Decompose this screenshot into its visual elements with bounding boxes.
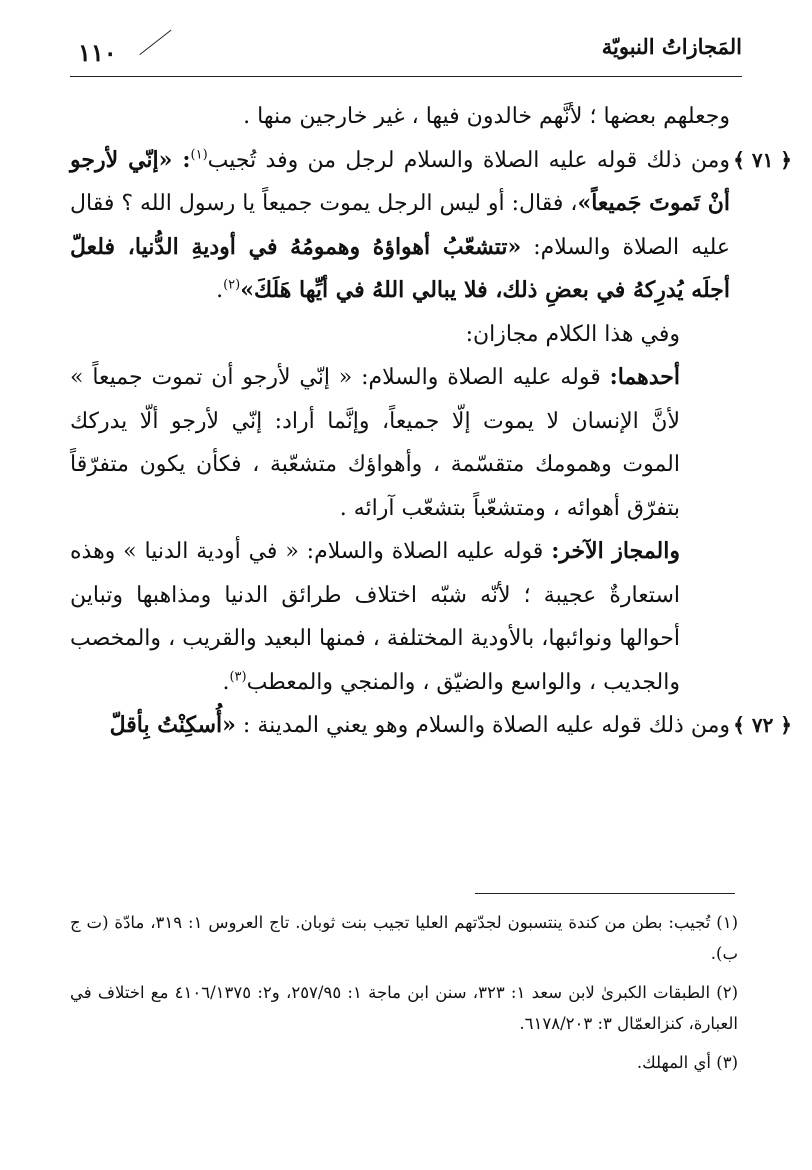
footnote-ref-3[interactable]: (٣) <box>229 669 247 685</box>
footnote-separator <box>475 893 735 894</box>
book-title: المَجازاتُ النبويّة <box>601 34 742 59</box>
footnote-2: (٢) الطبقات الكبرىٰ لابن سعد ١: ٣٢٣، سنن ابن ماجة ١: ٢٥٧/٩٥، و٢: ٤١٠٦/١٣٧٥ مع اختلاف في العبارة، كنزالعمّال ٣: ٦١٧٨/٢٠٣. <box>70 983 739 1033</box>
paragraph-second-metaphor: والمجاز الآخر: قوله عليه الصلاة والسلام: « في أودية الدنيا » وهذه استعارةٌ عجيبة ؛ لأنّه شبّه اختلاف طرائق الدنيا ومذاهبها وتباين أحوالها ونوائبها، بالأودية المختلفة ، فمنها البعيد والقريب ، والمخصب والجديب ، والواسع والضيّق ، والمنجي والمعطب$^{(٣)}$. <box>70 538 680 695</box>
hadith-quote-3: «أُسكِنْتُ بِأقلّ <box>109 712 236 738</box>
hadith-number-71: ﴿ ٧١ ﴾ <box>733 147 792 172</box>
paragraph-continuation: وجعلهم بعضها ؛ لأنَّهم خالدون فيها ، غير خارجين منها . <box>243 104 730 129</box>
hadith-quote-2: «تتشعّبُ أهواؤهُ وهمومُهُ في أوديةِ الدُّنيا، فلعلّ أجلَه يُدرِكهُ في بعضِ ذلك، فلا يبالي اللهُ في أيِّها هَلَكَ» <box>70 233 730 303</box>
header-rule <box>70 76 742 77</box>
header-slant-line <box>139 30 171 55</box>
footnote-1: (١) تُجيب: بطن من كندة ينتسبون لجدّتهم العليا تجيب بنت ثوبان. تاج العروس ١: ٣١٩، مادّة (ت ج ب). <box>70 913 738 963</box>
hadith-number-72: ﴿ ٧٢ ﴾ <box>733 713 792 737</box>
footnote-ref-1[interactable]: (١) <box>190 147 208 163</box>
first-metaphor-label: أحدهما: <box>609 364 681 390</box>
footnotes <box>70 907 738 1086</box>
footnote-3: (٣) أي المهلك. <box>636 1053 738 1072</box>
hadith-quote: : «إنّي لأرجو أنْ تَموتَ جَميعاً» <box>70 146 730 216</box>
paragraph-two-metaphors: وفي هذا الكلام مجازان: <box>465 321 680 347</box>
paragraph-71: ﴿ ٧١ ﴾ ومن ذلك قوله عليه الصلاة والسلام لرجل من وفد تُجيب$^{(١)}$: «إنّي لأرجو أنْ تَموتَ جَميعاً»، فقال: أو ليس الرجل يموت جميعاً يا رسول الله ؟ فقال عليه الصلاة والسلام: «تتشعّبُ أهواؤهُ وهمومُهُ في أوديةِ الدُّنيا، فلعلّ أجلَه يُدرِكهُ في بعضِ ذلك، فلا يبالي اللهُ في أيِّها هَلَكَ»$^{(٢)}$. <box>70 139 730 313</box>
second-metaphor-label: والمجاز الآخر: <box>551 538 680 564</box>
footnote-ref-2[interactable]: (٢) <box>223 277 241 293</box>
paragraph-first-metaphor: أحدهما: قوله عليه الصلاة والسلام: « إنّي لأرجو أن تموت جميعاً » لأنَّ الإنسان لا يموت إلّا جميعاً، وإنَّما أراد: إنّي لأرجو ألّا يدركك الموت وهمومك متقسّمة ، وأهواؤك متشعّبة ، فكأن يكون متفرّقاً بتفرّق أهوائه ، ومتشعّباً بتشعّب آرائه . <box>70 364 681 521</box>
main-text <box>70 95 792 748</box>
page-header <box>70 18 742 78</box>
page-number: ١١٠ <box>78 38 117 67</box>
paragraph-72: ﴿ ٧٢ ﴾ ومن ذلك قوله عليه الصلاة والسلام وهو يعني المدينة : «أُسكِنْتُ بِأقلّ <box>70 704 730 748</box>
